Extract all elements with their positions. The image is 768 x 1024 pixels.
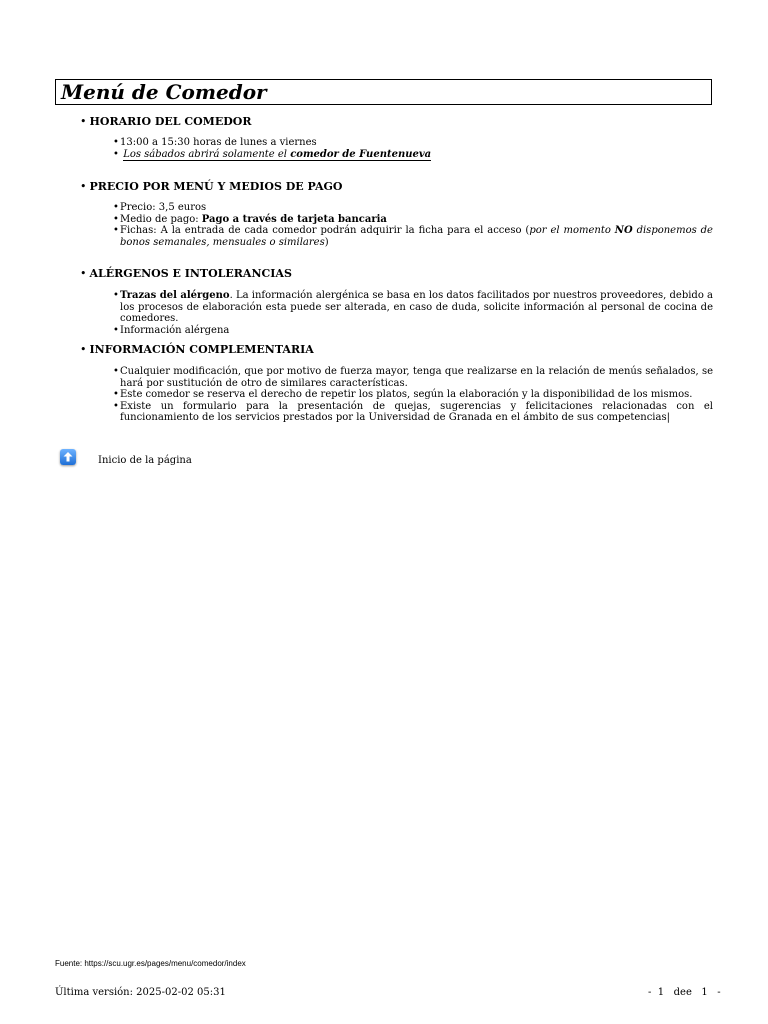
section-list-precio <box>113 202 713 248</box>
back-to-top-link[interactable]: Inicio de la página <box>98 455 192 466</box>
section-heading-precio: • PRECIO POR MENÚ Y MEDIOS DE PAGO <box>80 180 343 194</box>
page-title: Menú de Comedor <box>61 80 267 104</box>
footer-version: Última versión: 2025-02-02 05:31 <box>55 987 226 998</box>
section-heading-complementaria: • INFORMACIÓN COMPLEMENTARIA <box>80 343 314 357</box>
alergenos-info-link[interactable]: Información alérgena <box>120 324 230 336</box>
section-list-complementaria <box>113 366 713 424</box>
section-heading-alergenos: • ALÉRGENOS E INTOLERANCIAS <box>80 267 292 281</box>
saturday-link[interactable]: Los sábados abrirá solamente el comedor de Fuentenueva <box>123 148 432 160</box>
list-item: • Fichas: A la entrada de cada comedor podrán adquirir la ficha para el acceso (por el momento NO disponemos de bonos semanales, mensuales o similares) <box>113 225 713 248</box>
list-item: • 13:00 a 15:30 horas de lunes a viernes <box>113 137 713 149</box>
list-item: • Cualquier modificación, que por motivo de fuerza mayor, tenga que realizarse en la relación de menús señalados, se hará por sustitución de otro de similares características. <box>113 366 713 389</box>
list-item[interactable] <box>113 325 713 337</box>
arrow-up-icon[interactable] <box>60 449 76 465</box>
list-item[interactable] <box>113 149 713 161</box>
list-item: • Precio: 3,5 euros <box>113 202 713 214</box>
section-heading-horario: • HORARIO DEL COMEDOR <box>80 115 252 129</box>
section-list-horario <box>113 137 713 160</box>
list-item: • Medio de pago: Pago a través de tarjeta bancaria <box>113 214 713 226</box>
list-item: • Este comedor se reserva el derecho de repetir los platos, según la elaboración y la disponibilidad de los mismos. <box>113 389 713 401</box>
section-list-alergenos <box>113 290 713 336</box>
list-item: • Trazas del alérgeno. La información alergénica se basa en los datos facilitados por nuestros proveedores, debido a los procesos de elaboración esta puede ser alterada, en caso de duda, solicite información al personal de cocina de comedores. <box>113 290 713 325</box>
footer-source: Fuente: https://scu.ugr.es/pages/menu/comedor/index <box>55 959 246 968</box>
footer-page-number: - 1 dee 1 - <box>648 987 721 998</box>
list-item: • Existe un formulario para la presentación de quejas, sugerencias y felicitaciones relacionadas con el funcionamiento de los servicios prestados por la Universidad de Granada en el ámbito de sus competencias| <box>113 401 713 424</box>
page-title-box <box>55 79 712 105</box>
